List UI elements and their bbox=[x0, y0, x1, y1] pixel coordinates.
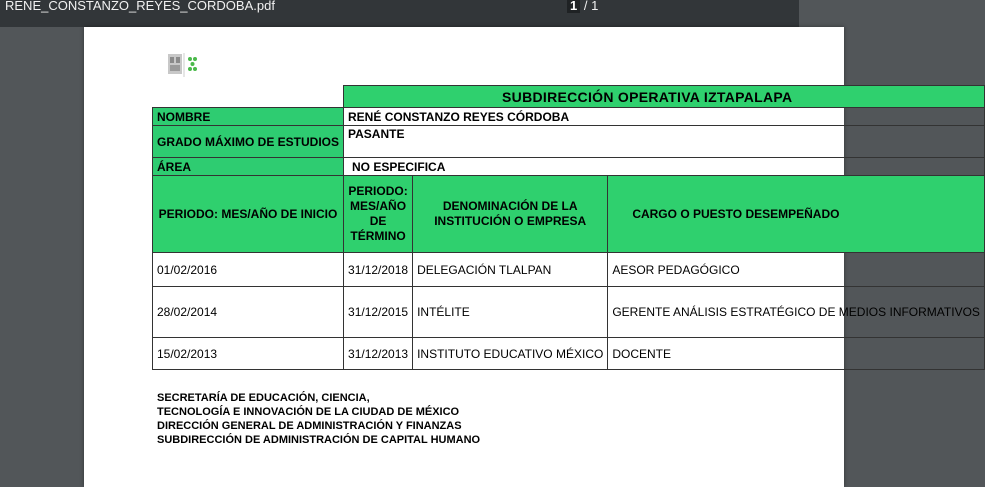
cell-cargo: AESOR PEDAGÓGICO bbox=[608, 253, 985, 287]
footer-line: TECNOLOGÍA E INNOVACIÓN DE LA CIUDAD DE MÉXICO bbox=[157, 406, 460, 418]
cell-termino: 31/12/2013 bbox=[344, 338, 413, 370]
field-label-grado: GRADO MÁXIMO DE ESTUDIOS bbox=[153, 126, 344, 158]
cdmx-government-logo-icon bbox=[168, 51, 228, 81]
field-value-nombre: RENÉ CONSTANZO REYES CÓRDOBA bbox=[344, 108, 985, 126]
cell-inicio: 15/02/2013 bbox=[153, 338, 344, 370]
page-total: 1 bbox=[591, 0, 599, 13]
cell-institucion: INSTITUTO EDUCATIVO MÉXICO bbox=[413, 338, 608, 370]
column-header-institucion: DENOMINACIÓN DE LA INSTITUCIÓN O EMPRESA bbox=[413, 176, 608, 253]
field-label-nombre: NOMBRE bbox=[153, 108, 344, 126]
column-header-inicio: PERIODO: MES/AÑO DE INICIO bbox=[153, 176, 344, 253]
footer-line: DIRECCIÓN GENERAL DE ADMINISTRACIÓN Y FINANZAS bbox=[157, 420, 462, 432]
field-value-area: NO ESPECIFICA bbox=[344, 158, 985, 176]
footer-signature-block bbox=[157, 391, 480, 447]
table-row bbox=[153, 287, 985, 338]
field-label-area: ÁREA bbox=[153, 158, 344, 176]
cell-institucion: DELEGACIÓN TLALPAN bbox=[413, 253, 608, 287]
cell-termino: 31/12/2018 bbox=[344, 253, 413, 287]
header-title: SUBDIRECCIÓN OPERATIVA IZTAPALAPA bbox=[502, 88, 793, 105]
pdf-toolbar bbox=[0, 0, 799, 27]
footer-line: SECRETARÍA DE EDUCACIÓN, CIENCIA, bbox=[157, 392, 370, 404]
footer-line: SUBDIRECCIÓN DE ADMINISTRACIÓN DE CAPITAL HUMANO bbox=[157, 434, 481, 446]
column-header-cargo: CARGO O PUESTO DESEMPEÑADO bbox=[608, 176, 985, 253]
cell-inicio: 28/02/2014 bbox=[153, 287, 344, 338]
resume-table bbox=[152, 85, 985, 370]
table-row bbox=[153, 338, 985, 370]
cell-cargo: GERENTE ANÁLISIS ESTRATÉGICO DE MEDIOS INFORMATIVOS bbox=[608, 287, 985, 338]
cell-inicio: 01/02/2016 bbox=[153, 253, 344, 287]
table-row bbox=[153, 253, 985, 287]
file-name: RENE_CONSTANZO_REYES_CORDOBA.pdf bbox=[5, 0, 275, 13]
pdf-viewer[interactable] bbox=[0, 27, 980, 450]
cell-termino: 31/12/2015 bbox=[344, 287, 413, 338]
pdf-page bbox=[84, 27, 980, 487]
field-value-grado: PASANTE bbox=[344, 126, 985, 158]
page-number-input[interactable]: 1 bbox=[567, 0, 580, 13]
cell-cargo: DOCENTE bbox=[608, 338, 985, 370]
page-indicator bbox=[567, 0, 598, 13]
page-separator: / bbox=[583, 0, 588, 13]
column-header-termino: PERIODO: MES/AÑO DE TÉRMINO bbox=[344, 176, 413, 253]
cell-institucion: INTÉLITE bbox=[413, 287, 608, 338]
